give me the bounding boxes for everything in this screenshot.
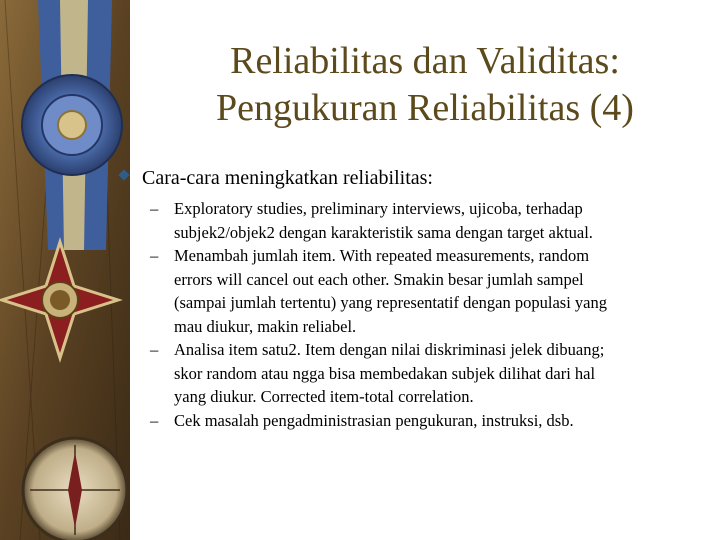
sub-bullet-item <box>150 244 710 338</box>
slide-title-line-2: Pengukuran Reliabilitas (4) <box>216 87 634 129</box>
dash-marker: – <box>150 340 159 359</box>
medal-photo-sidebar <box>0 0 130 540</box>
sub-bullet-line: errors will cancel out each other. Smakin besar jumlah sampel <box>174 269 584 289</box>
sub-bullet-line: mau diukur, makin reliabel. <box>174 316 357 336</box>
sub-bullet-line: Exploratory studies, preliminary interviews, ujicoba, terhadap <box>174 199 583 218</box>
sub-bullet-line: yang diukur. Corrected item-total correlation. <box>174 387 474 406</box>
dash-marker: – <box>150 246 159 265</box>
sub-bullet-item <box>150 338 710 409</box>
dash-marker: – <box>150 199 159 218</box>
sub-bullet-line: Analisa item satu2. Item dengan nilai diskriminasi jelek dibuang; <box>174 340 605 359</box>
sub-bullet-line: subjek2/objek2 dengan karakteristik sama dengan target aktual. <box>174 222 593 242</box>
slide-title-line-1: Reliabilitas dan Validitas: <box>230 40 620 82</box>
sub-bullet-line: Menambah jumlah item. With repeated measurements, random <box>174 246 590 265</box>
medal-illustration <box>0 0 130 540</box>
sub-bullet-item <box>150 409 710 433</box>
sub-bullet-line: Cek masalah pengadministrasian pengukuran, instruksi, dsb. <box>174 410 574 430</box>
sub-bullet-item <box>150 197 710 244</box>
slide-title <box>130 38 720 132</box>
main-bullet-text: Cara-cara meningkatkan reliabilitas: <box>142 167 433 189</box>
sub-bullet-line: skor random atau ngga bisa membedakan subjek dilihat dari hal <box>174 363 596 383</box>
dash-marker: – <box>150 410 159 430</box>
sub-bullet-list <box>150 197 710 432</box>
sub-bullet-line: (sampai jumlah tertentu) yang representatif dengan populasi yang <box>174 293 607 312</box>
